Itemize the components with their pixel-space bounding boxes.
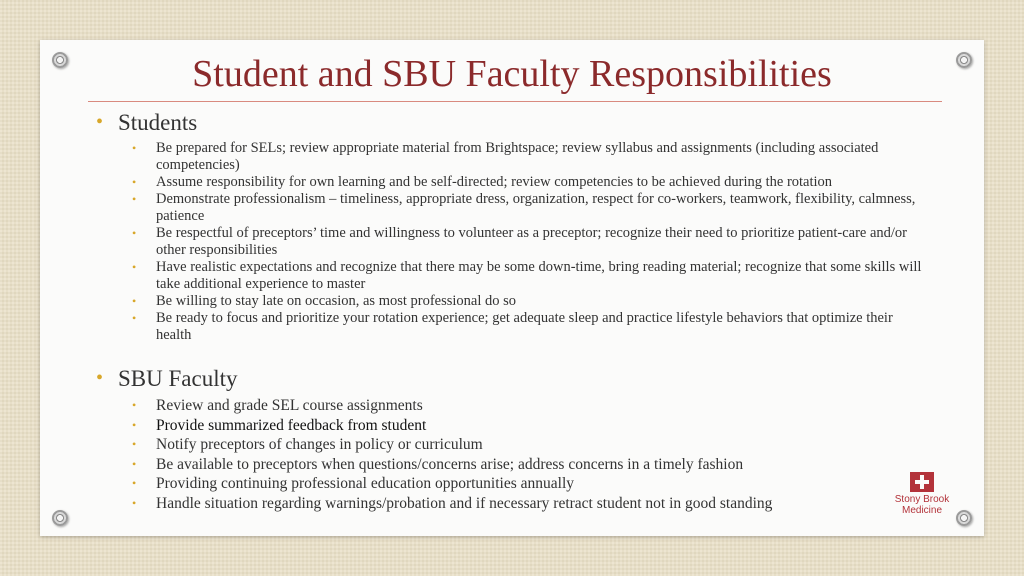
- list-item-text: Have realistic expectations and recognize that there may be some down-time, bring reading material; recognize that some skills will take additional experience to master: [156, 259, 922, 292]
- bullet-icon: •: [132, 175, 137, 189]
- slide-card: [40, 40, 984, 536]
- bullet-icon: •: [96, 367, 104, 389]
- bullet-icon: •: [132, 260, 137, 274]
- list-item-text: Providing continuing professional education opportunities annually: [156, 475, 575, 492]
- students-heading-text: Students: [118, 110, 198, 135]
- list-item-text: Provide summarized feedback from student: [156, 416, 427, 434]
- stony-brook-medicine-logo: [892, 472, 952, 516]
- bullet-icon: •: [132, 311, 137, 325]
- slide-title: Student and SBU Faculty Responsibilities: [192, 53, 832, 95]
- bullet-icon: •: [132, 141, 137, 155]
- list-item: [96, 416, 926, 436]
- list-item-text: Be ready to focus and prioritize your rotation experience; get adequate sleep and practice lifestyle behaviors that optimize their health: [156, 310, 893, 343]
- list-item: [96, 474, 926, 494]
- faculty-heading: [96, 366, 926, 392]
- list-item-text: Be willing to stay late on occasion, as most professional do so: [156, 293, 517, 309]
- faculty-list: [96, 396, 926, 513]
- bullet-icon: •: [132, 417, 137, 432]
- list-item: [96, 140, 926, 174]
- bullet-icon: •: [132, 476, 137, 490]
- list-item-text: Be available to preceptors when questions/concerns arise; address concerns in a timely fashion: [156, 455, 744, 473]
- bullet-icon: •: [132, 192, 137, 206]
- list-item: [96, 455, 926, 475]
- bullet-icon: •: [96, 111, 104, 133]
- thumbtack-icon: [52, 510, 68, 526]
- list-item: [96, 259, 926, 293]
- list-item-text: Be prepared for SELs; review appropriate material from Brightspace; review syllabus and assignments (including associated competencies): [156, 140, 879, 173]
- logo-line-1: Stony Brook: [894, 494, 950, 505]
- list-item-text: Handle situation regarding warnings/probation and if necessary retract student not in good standing: [156, 494, 773, 512]
- list-item: [96, 293, 926, 310]
- list-item: [96, 396, 926, 416]
- bullet-icon: •: [132, 495, 137, 510]
- list-item: [96, 191, 926, 225]
- slide-content: [96, 110, 926, 513]
- list-item: [96, 435, 926, 455]
- bullet-icon: •: [132, 437, 137, 451]
- logo-line-2: Medicine: [901, 505, 943, 516]
- thumbtack-icon: [52, 52, 68, 68]
- list-item: [96, 174, 926, 191]
- bullet-icon: •: [132, 226, 137, 240]
- bullet-icon: •: [132, 398, 137, 412]
- list-item: [96, 310, 926, 344]
- shield-icon: [910, 472, 934, 492]
- list-item-text: Assume responsibility for own learning and be self-directed; review competencies to be achieved during the rotation: [156, 174, 833, 190]
- list-item: [96, 494, 926, 514]
- list-item-text: Demonstrate professionalism – timeliness, appropriate dress, organization, respect for co-workers, teamwork, flexibility, calmness, patience: [156, 191, 916, 224]
- students-list: [96, 140, 926, 344]
- thumbtack-icon: [956, 52, 972, 68]
- list-item-text: Be respectful of preceptors’ time and willingness to volunteer as a preceptor; recognize their need to prioritize patient-care and/or other responsibilities: [156, 225, 908, 258]
- bullet-icon: •: [132, 456, 137, 471]
- title-divider: [88, 101, 942, 102]
- faculty-heading-text: SBU Faculty: [118, 366, 238, 391]
- bullet-icon: •: [132, 294, 137, 308]
- students-heading: [96, 110, 926, 136]
- list-item-text: Notify preceptors of changes in policy or curriculum: [156, 436, 483, 453]
- list-item-text: Review and grade SEL course assignments: [156, 397, 423, 414]
- thumbtack-icon: [956, 510, 972, 526]
- list-item: [96, 225, 926, 259]
